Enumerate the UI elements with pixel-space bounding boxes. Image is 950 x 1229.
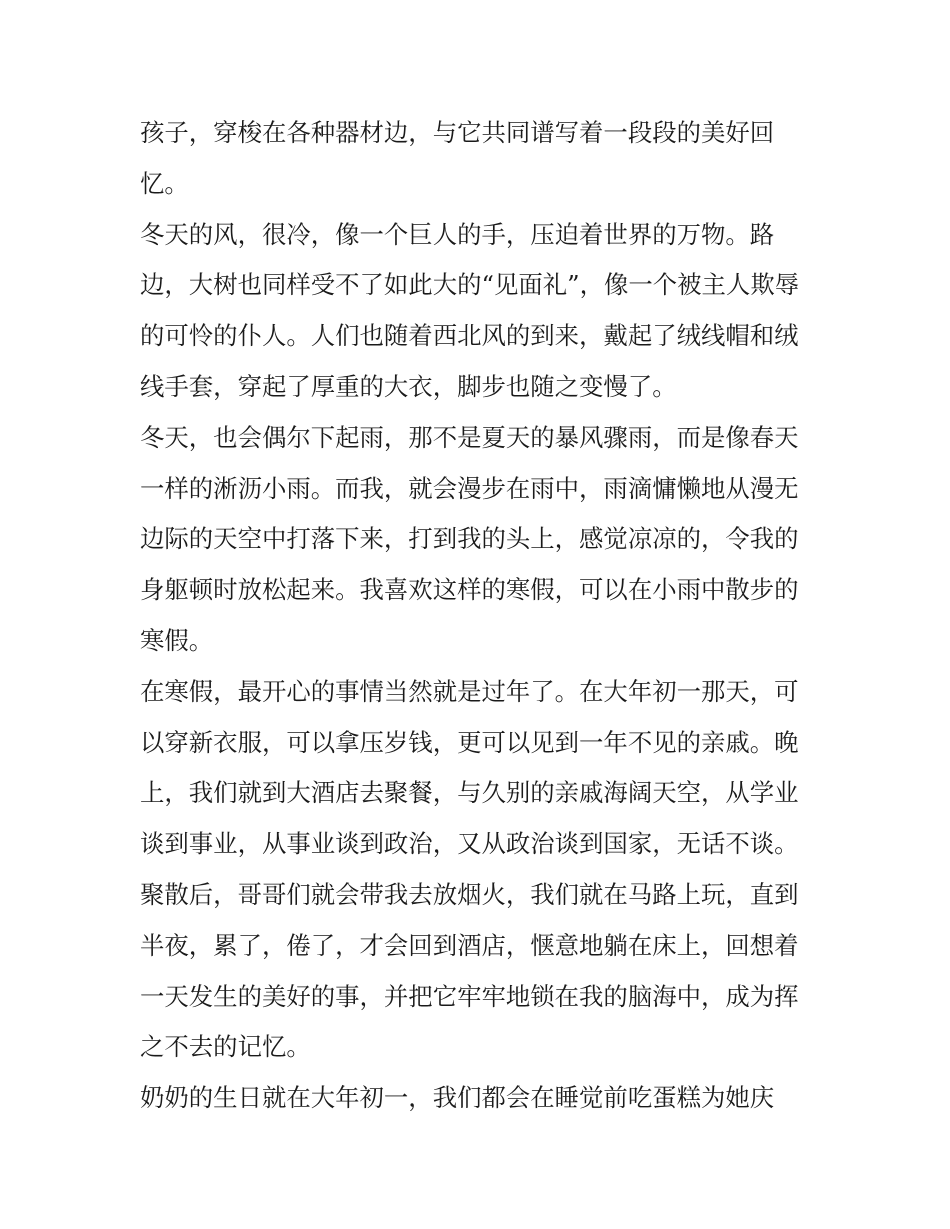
text-line: 的可怜的仆人。人们也随着西北风的到来，戴起了绒线帽和绒 bbox=[140, 321, 799, 351]
text-line: 以穿新衣服，可以拿压岁钱，更可以见到一年不见的亲戚。晚 bbox=[140, 727, 799, 757]
text-line: 线手套，穿起了厚重的大衣，脚步也随之变慢了。 bbox=[140, 371, 677, 401]
text-line: 身躯顿时放松起来。我喜欢这样的寒假，可以在小雨中散步的 bbox=[140, 575, 799, 605]
text-line: 之不去的记忆。 bbox=[140, 1032, 311, 1062]
text-line: 上，我们就到大酒店去聚餐，与久别的亲戚海阔天空，从学业 bbox=[140, 778, 799, 808]
text-line: 孩子，穿梭在各种器材边，与它共同谱写着一段段的美好回 bbox=[140, 118, 775, 147]
text-line: 寒假。 bbox=[140, 625, 214, 655]
text-line: 奶奶的生日就在大年初一，我们都会在睡觉前吃蛋糕为她庆 bbox=[140, 1083, 775, 1113]
text-line: 冬天的风，很冷，像一个巨人的手，压迫着世界的万物。路 bbox=[140, 219, 775, 249]
text-line: 边际的天空中打落下来，打到我的头上，感觉凉凉的，令我的 bbox=[140, 524, 799, 554]
text-line: 一样的淅沥小雨。而我，就会漫步在雨中，雨滴慵懒地从漫无 bbox=[140, 473, 799, 503]
text-line: 一天发生的美好的事，并把它牢牢地锁在我的脑海中，成为挥 bbox=[140, 981, 799, 1011]
text-line: 边，大树也同样受不了如此大的“见面礼”，像一个被主人欺辱 bbox=[140, 270, 800, 300]
text-line: 忆。 bbox=[140, 168, 189, 198]
body-text bbox=[140, 108, 820, 1124]
text-line: 聚散后，哥哥们就会带我去放烟火，我们就在马路上玩，直到 bbox=[140, 879, 799, 909]
text-line: 半夜，累了，倦了，才会回到酒店，惬意地躺在床上，回想着 bbox=[140, 930, 799, 960]
text-line: 谈到事业，从事业谈到政治，又从政治谈到国家，无话不谈。 bbox=[140, 829, 799, 859]
text-line: 冬天，也会偶尔下起雨，那不是夏天的暴风骤雨，而是像春天 bbox=[140, 422, 799, 452]
text-line: 在寒假，最开心的事情当然就是过年了。在大年初一那天，可 bbox=[140, 676, 799, 706]
